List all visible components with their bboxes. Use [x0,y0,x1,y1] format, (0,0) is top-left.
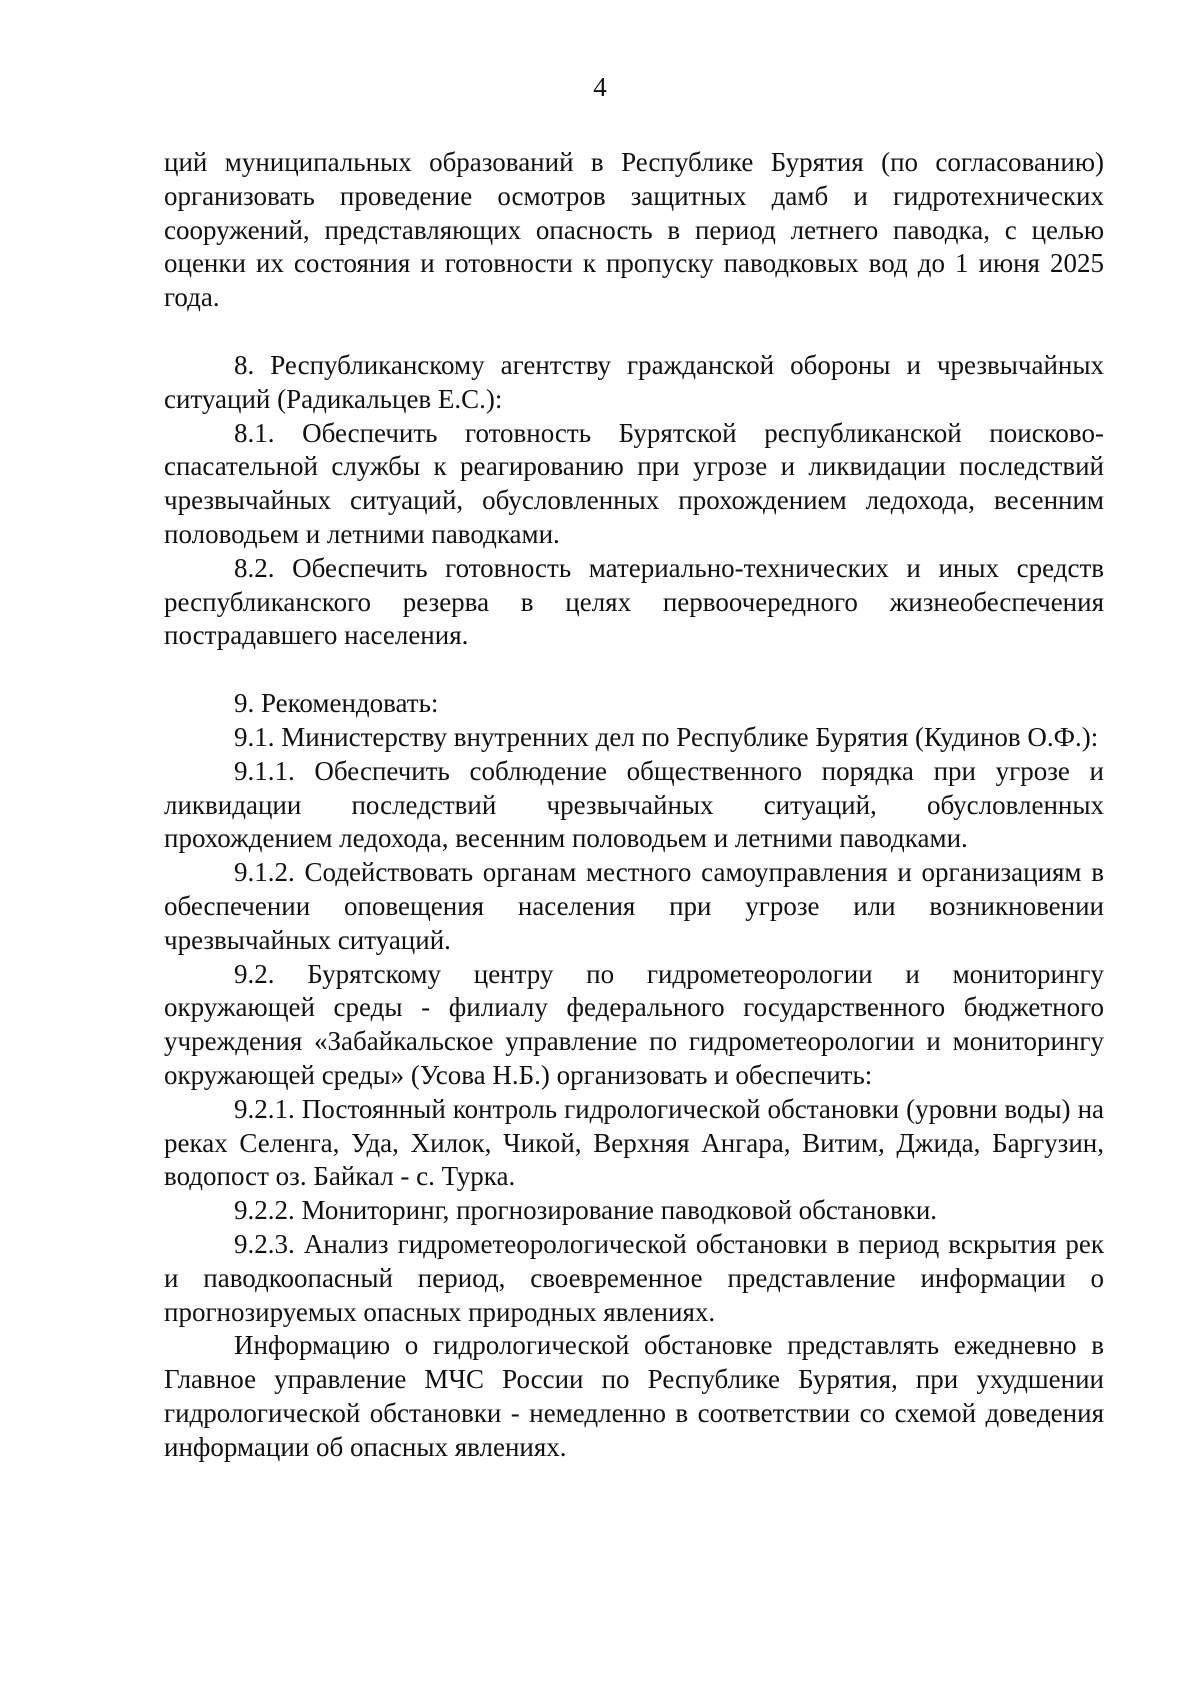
paragraph-item-8: 8. Республиканскому агентству гражданской обороны и чрезвычайных ситуаций (Радикальцев Е.С.): [164,349,1104,414]
paragraph-item-9-2: 9.2. Бурятскому центру по гидрометеорологии и мониторингу окружающей среды - филиалу федерального государственного бюджетного учреждения «Забайкальское управление по гидрометеорологии и мониторингу окружающей среды» (Усова Н.Б.) организовать и обеспечить: [164,958,1104,1090]
paragraph-continuation: ций муниципальных образований в Республике Бурятия (по согласованию) организовать проведение осмотров защитных дамб и гидротехнических сооружений, представляющих опасность в период летнего паводка, с целью оценки их состояния и готовности к пропуску паводковых вод до 1 июня 2025 года. [164,147,1104,313]
paragraph-item-9: 9. Рекомендовать: [234,688,439,719]
paragraph-item-9-1-1: 9.1.1. Обеспечить соблюдение общественного порядка при угрозе и ликвидации последствий чрезвычайных ситуаций, обусловленных прохождением ледохода, весенним половодьем и летними паводками. [164,755,1104,854]
paragraph-gap [164,315,1104,349]
paragraph-item-9-1-2: 9.1.2. Содействовать органам местного самоуправления и организациям в обеспечении оповещения населения при угрозе или возникновении чрезвычайных ситуаций. [164,857,1104,955]
paragraph-item-9-2-2: 9.2.2. Мониторинг, прогнозирование паводковой обстановки. [234,1195,938,1226]
paragraph-item-8-1: 8.1. Обеспечить готовность Бурятской республиканской поисково-спасательной службы к реагированию при угрозе и ликвидации последствий чрезвычайных ситуаций, обусловленных прохождением ледохода, весенним половодьем и летними паводками. [164,417,1104,549]
paragraph-reporting-instruction: Информацию о гидрологической обстановке представлять ежедневно в Главное управление МЧС России по Республике Бурятия, при ухудшении гидрологической обстановки - немедленно в соответствии со схемой доведения информации об опасных явлениях. [164,1330,1104,1462]
document-body [164,146,1104,1464]
paragraph-item-9-2-3: 9.2.3. Анализ гидрометеорологической обстановки в период вскрытия рек и паводкоопасный период, своевременное представление информации о прогнозируемых опасных природных явлениях. [164,1228,1104,1327]
paragraph-item-9-2-1: 9.2.1. Постоянный контроль гидрологической обстановки (уровни воды) на реках Селенга, Уда, Хилок, Чикой, Верхняя Ангара, Витим, Джида, Баргузин, водопост оз. Байкал - с. Турка. [164,1093,1104,1192]
page-number: 4 [593,72,607,102]
paragraph-gap [164,653,1104,687]
paragraph-item-9-1: 9.1. Министерству внутренних дел по Республике Бурятия (Кудинов О.Ф.): [234,721,1099,752]
paragraph-item-8-2: 8.2. Обеспечить готовность материально-технических и иных средств республиканского резерва в целях первоочередного жизнеобеспечения пострадавшего населения. [164,552,1104,651]
